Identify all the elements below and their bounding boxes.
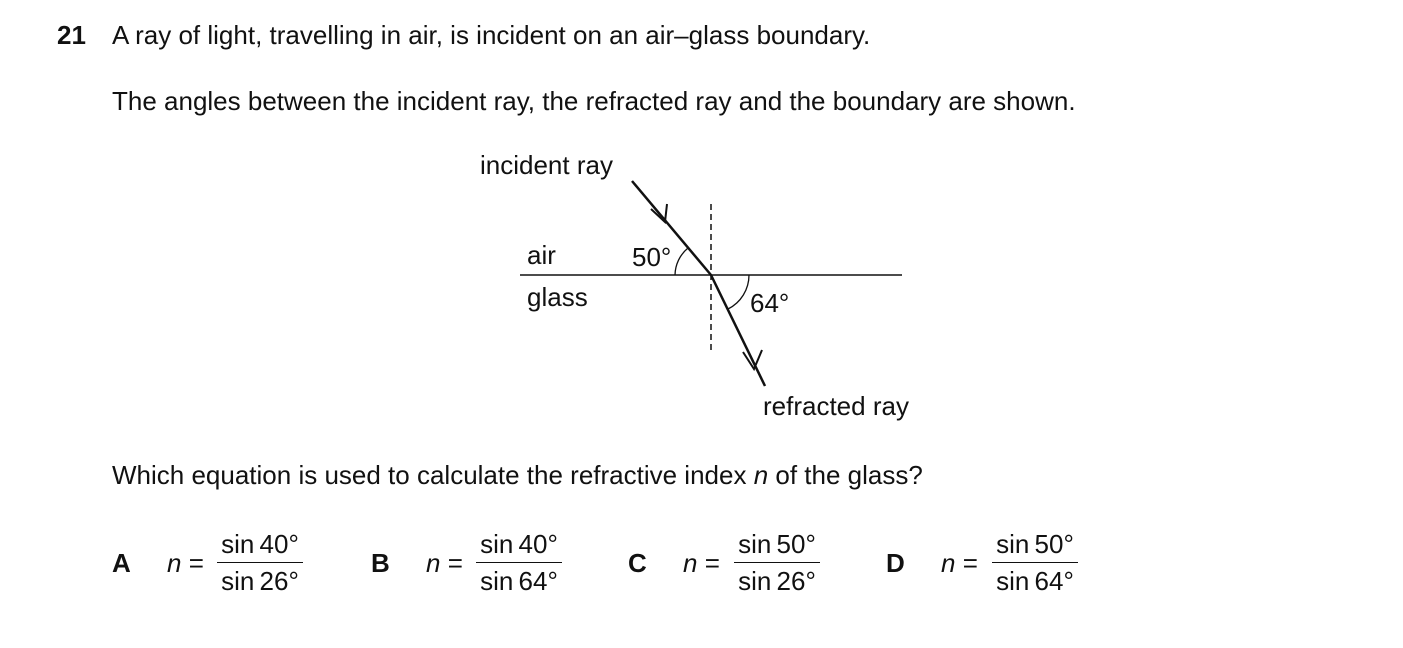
option-letter: B [371, 548, 390, 578]
refractive-index-symbol: n [753, 460, 769, 490]
fraction-bar [992, 562, 1078, 563]
equals-sign: = [440, 548, 463, 578]
fraction-denominator: sin 64° [996, 566, 1074, 596]
option-fraction [474, 528, 564, 597]
fraction-bar [476, 562, 562, 563]
equals-sign: = [697, 548, 720, 578]
option-letter: D [886, 548, 905, 578]
option-fraction [732, 528, 822, 597]
incident-angle-arc [675, 248, 688, 275]
option-letter: C [628, 548, 647, 578]
n-symbol: n [941, 548, 956, 578]
equals-sign: = [955, 548, 978, 578]
air-label: air [527, 240, 556, 270]
n-symbol: n [683, 548, 698, 578]
fraction-denominator: sin 26° [221, 566, 299, 596]
n-symbol: n [167, 548, 182, 578]
option-lhs [167, 548, 204, 579]
fraction-bar [217, 562, 303, 563]
option-c[interactable] [628, 528, 848, 598]
question-text-line-3 [112, 460, 923, 491]
question-text-part-2: of the glass? [768, 460, 923, 490]
fraction-denominator: sin 64° [480, 566, 558, 596]
option-lhs [683, 548, 720, 579]
refracted-angle-label: 64° [750, 288, 790, 318]
fraction-bar [734, 562, 820, 563]
question-text-line-2: The angles between the incident ray, the refracted ray and the boundary are shown. [112, 86, 1076, 116]
fraction-numerator: sin 40° [221, 529, 299, 559]
option-letter: A [112, 548, 131, 578]
question-number: 21 [57, 20, 86, 50]
fraction-numerator: sin 40° [480, 529, 558, 559]
incident-angle-label: 50° [632, 242, 672, 272]
option-lhs [426, 548, 463, 579]
question-text-line-1: A ray of light, travelling in air, is incident on an air–glass boundary. [112, 20, 871, 50]
refracted-ray-label: refracted ray [763, 391, 909, 421]
refracted-angle-arc [728, 275, 749, 309]
option-fraction [990, 528, 1080, 597]
question-text-part-1: Which equation is used to calculate the refractive index [112, 460, 754, 490]
glass-label: glass [527, 282, 588, 312]
option-b[interactable] [371, 528, 591, 598]
option-fraction [215, 528, 305, 597]
n-symbol: n [426, 548, 441, 578]
incident-ray-label: incident ray [480, 150, 613, 180]
option-d[interactable] [886, 528, 1106, 598]
option-a[interactable] [112, 528, 332, 598]
fraction-denominator: sin 26° [738, 566, 816, 596]
option-lhs [941, 548, 978, 579]
equals-sign: = [181, 548, 204, 578]
fraction-numerator: sin 50° [996, 529, 1074, 559]
fraction-numerator: sin 50° [738, 529, 816, 559]
